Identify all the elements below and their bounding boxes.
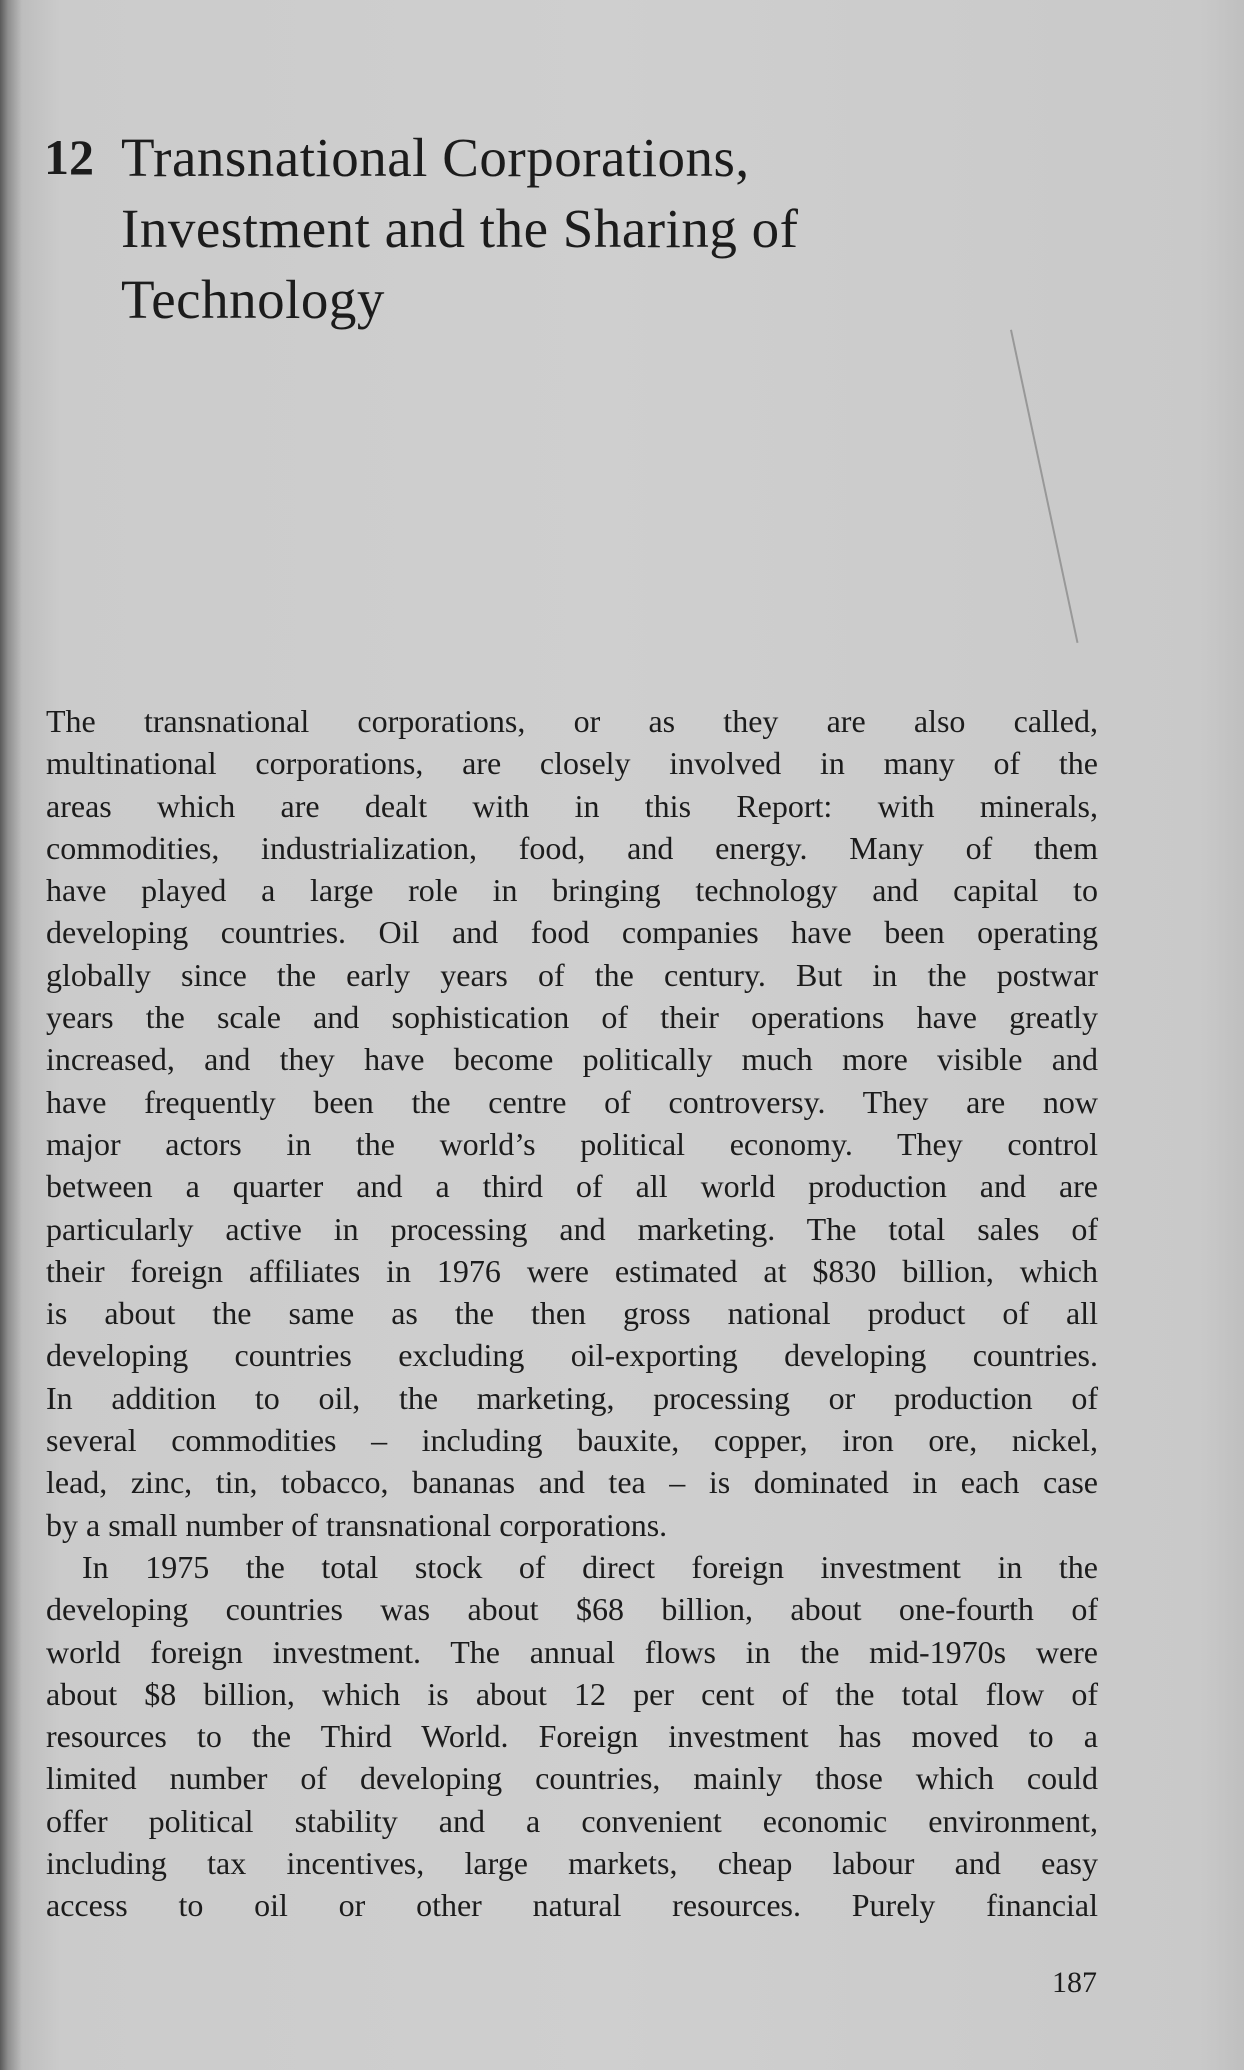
- text-line: The transnational corporations, or as they are also called,: [46, 703, 1098, 739]
- text-line: years the scale and sophistication of their operations have greatly: [46, 999, 1098, 1036]
- paragraph: [46, 700, 1098, 1546]
- page-number: 187: [1052, 1966, 1097, 1999]
- pencil-mark: [1010, 330, 1078, 643]
- text-line: have frequently been the centre of controversy. They are now: [46, 1083, 1098, 1120]
- text-line: have played a large role in bringing technology and capital to: [46, 872, 1098, 909]
- text-line: offer political stability and a convenient economic environment,: [46, 1802, 1098, 1839]
- text-line: about $8 billion, which is about 12 per cent of the total flow of: [46, 1675, 1098, 1712]
- text-line: areas which are dealt with in this Report: with minerals,: [46, 787, 1098, 824]
- chapter-number: 12: [44, 129, 94, 185]
- text-line: access to oil or other natural resources. Purely financial: [46, 1887, 1098, 1924]
- text-line: by a small number of transnational corporations.: [46, 1506, 668, 1543]
- body-text: [46, 700, 1098, 1927]
- text-line: lead, zinc, tin, tobacco, bananas and tea – is dominated in each case: [46, 1464, 1098, 1501]
- text-line: In addition to oil, the marketing, processing or production of: [46, 1379, 1098, 1416]
- text-line: world foreign investment. The annual flows in the mid-1970s were: [46, 1633, 1098, 1670]
- text-line: developing countries. Oil and food companies have been operating: [46, 914, 1098, 951]
- text-line: limited number of developing countries, mainly those which could: [46, 1760, 1098, 1797]
- chapter-title-line: Technology: [121, 269, 385, 330]
- text-line: developing countries excluding oil-exporting developing countries.: [46, 1337, 1098, 1374]
- chapter-title: [121, 122, 798, 335]
- text-line: globally since the early years of the century. But in the postwar: [46, 956, 1098, 993]
- chapter-title-line: Investment and the Sharing of: [121, 198, 799, 259]
- text-line: multinational corporations, are closely involved in many of the: [46, 745, 1098, 782]
- text-line: is about the same as the then gross national product of all: [46, 1295, 1098, 1332]
- text-line: resources to the Third World. Foreign investment has moved to a: [46, 1718, 1098, 1755]
- text-line: including tax incentives, large markets, cheap labour and easy: [46, 1845, 1098, 1882]
- text-line: commodities, industrialization, food, and energy. Many of them: [46, 829, 1098, 866]
- chapter-title-line: Transnational Corporations,: [121, 127, 750, 188]
- text-line: developing countries was about $68 billion, about one-fourth of: [46, 1591, 1098, 1628]
- text-line: their foreign affiliates in 1976 were estimated at $830 billion, which: [46, 1252, 1098, 1289]
- text-line: between a quarter and a third of all world production and are: [46, 1168, 1098, 1205]
- text-line: In 1975 the total stock of direct foreign investment in the: [82, 1548, 1098, 1585]
- text-line: several commodities – including bauxite, copper, iron ore, nickel,: [46, 1422, 1098, 1459]
- text-line: increased, and they have become politically much more visible and: [46, 1041, 1098, 1078]
- text-line: particularly active in processing and marketing. The total sales of: [46, 1210, 1098, 1247]
- paragraph: [46, 1546, 1098, 1927]
- text-line: major actors in the world’s political economy. They control: [46, 1125, 1098, 1162]
